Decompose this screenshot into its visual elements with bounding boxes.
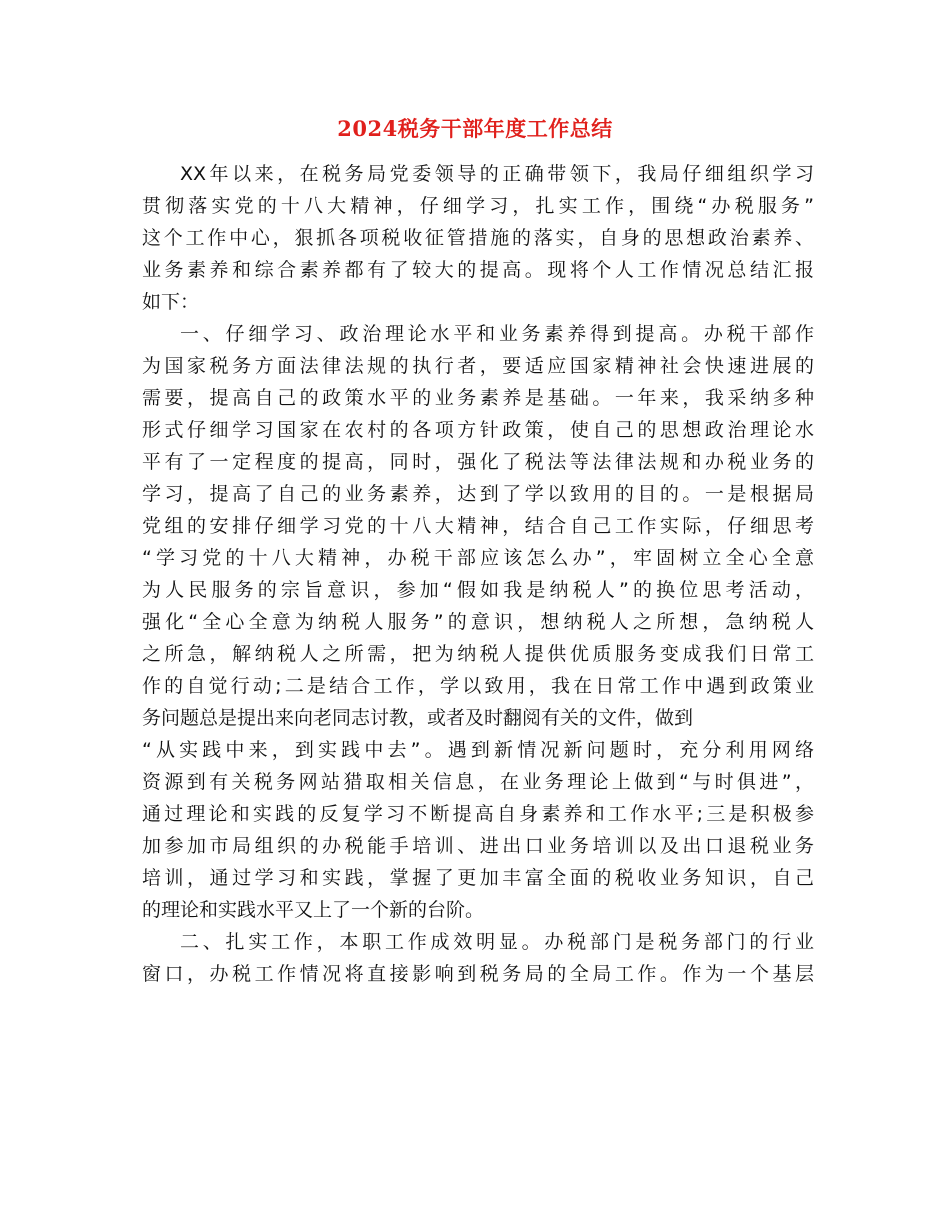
paragraph-2-line-18: 培训，通过学习和实践，掌握了更加丰富全面的税收业务知识，自己 xyxy=(142,867,814,889)
paragraph-3-line-2: 窗口，办税工作情况将直接影响到税务局的全局工作。作为一个基层 xyxy=(142,963,814,985)
paragraph-2-line-15: 资源到有关税务网站猎取相关信息，在业务理论上做到“与时俱进”， xyxy=(142,771,814,793)
paragraph-2-line-1: 一、仔细学习、政治理论水平和业务素养得到提高。办税干部作 xyxy=(180,323,814,345)
paragraph-2-line-17: 加参加市局组织的办税能手培训、进出口业务培训以及出口退税业务 xyxy=(142,835,814,857)
paragraph-1-line-4: 业务素养和综合素养都有了较大的提高。现将个人工作情况总结汇报 xyxy=(142,259,814,281)
paragraph-2-line-13: 务问题总是提出来向老同志讨教，或者及时翻阅有关的文件，做到 xyxy=(142,707,694,729)
paragraph-2-line-8: “学习党的十八大精神，办税干部应该怎么办”，牢固树立全心全意 xyxy=(142,547,814,569)
paragraph-2-line-19: 的理论和实践水平又上了一个新的台阶。 xyxy=(142,899,485,921)
paragraph-2-line-9: 为人民服务的宗旨意识，参加“假如我是纳税人”的换位思考活动， xyxy=(142,579,814,601)
paragraph-2-line-7: 党组的安排仔细学习党的十八大精神，结合自己工作实际，仔细思考 xyxy=(142,515,814,537)
paragraph-2-line-4: 形式仔细学习国家在农村的各项方针政策，使自己的思想政治理论水 xyxy=(142,419,814,441)
document-body xyxy=(142,158,814,990)
paragraph-2-line-3: 需要，提高自己的政策水平的业务素养是基础。一年来，我采纳多种 xyxy=(142,387,814,409)
paragraph-2-line-2: 为国家税务方面法律法规的执行者，要适应国家精神社会快速进展的 xyxy=(142,355,814,377)
paragraph-1-line-2: 贯彻落实党的十八大精神，仔细学习，扎实工作，围绕“办税服务” xyxy=(142,195,814,217)
paragraph-1-line-3: 这个工作中心，狠抓各项税收征管措施的落实，自身的思想政治素养、 xyxy=(142,227,814,249)
paragraph-2-line-12: 作的自觉行动;二是结合工作，学以致用，我在日常工作中遇到政策业 xyxy=(142,675,814,697)
document-title: 2024税务干部年度工作总结 xyxy=(337,116,613,141)
paragraph-2-line-6: 学习，提高了自己的业务素养，达到了学以致用的目的。一是根据局 xyxy=(142,483,814,505)
paragraph-1-line-5: 如下： xyxy=(142,291,200,313)
paragraph-2-line-14: “从实践中来，到实践中去”。遇到新情况新问题时，充分利用网络 xyxy=(142,739,814,761)
paragraph-3-line-1: 二、扎实工作，本职工作成效明显。办税部门是税务部门的行业 xyxy=(180,931,814,953)
paragraph-2-line-5: 平有了一定程度的提高，同时，强化了税法等法律法规和办税业务的 xyxy=(142,451,814,473)
paragraph-1-line-1: XX年以来，在税务局党委领导的正确带领下，我局仔细组织学习 xyxy=(180,163,814,185)
paragraph-2-line-16: 通过理论和实践的反复学习不断提高自身素养和工作水平;三是积极参 xyxy=(142,803,814,825)
paragraph-2-line-10: 强化“全心全意为纳税人服务”的意识，想纳税人之所想，急纳税人 xyxy=(142,611,814,633)
paragraph-2-line-11: 之所急，解纳税人之所需，把为纳税人提供优质服务变成我们日常工 xyxy=(142,643,814,665)
